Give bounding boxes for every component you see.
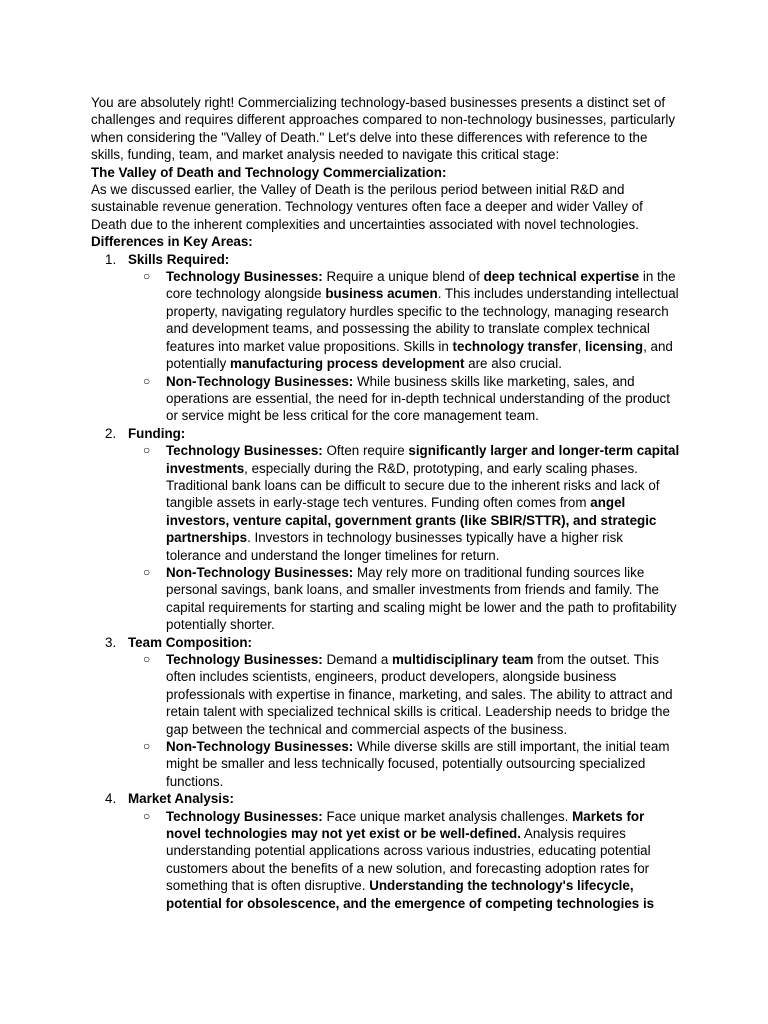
bullet-item	[128, 268, 681, 372]
list-number: 1.	[105, 251, 117, 267]
bold-text: Technology Businesses:	[166, 443, 323, 459]
section-heading: Differences in Key Areas:	[91, 234, 253, 250]
text-run: from the outset. This often includes scientists, engineers, product developers, alongside business professionals with expertise in finance, marketing, and sales. The ability to attract and retain talent with specialized technical skills is critical. Leadership needs to bridge the gap between the technical and commercial aspects of the business.	[166, 652, 673, 737]
hollow-bullet-icon: ○	[143, 739, 151, 754]
hollow-bullet-icon: ○	[143, 808, 151, 823]
text-run: Demand a	[322, 652, 392, 667]
body-paragraph: As we discussed earlier, the Valley of Death is the perilous period between initial R&D and sustainable revenue generation. Technology ventures often face a deeper and wider Valley of Death due to the inherent complexities and uncertainties associated with novel technologies.	[91, 182, 643, 232]
hollow-bullet-icon: ○	[143, 269, 151, 284]
bold-text: licensing	[585, 338, 644, 354]
list-number: 3.	[105, 634, 117, 650]
text-run: ,	[577, 338, 586, 354]
list-item	[91, 634, 681, 791]
hollow-bullet-icon: ○	[143, 652, 151, 666]
bold-text: Technology Businesses:	[166, 652, 323, 667]
bold-text: deep technical expertise	[483, 269, 640, 285]
text-run: While diverse skills are still important, the initial team might be smaller and less technically focused, potentially outsourcing specialized functions.	[166, 739, 670, 789]
text-run: are also crucial.	[464, 356, 562, 372]
bold-text: significantly larger and longer-term capital investments	[166, 443, 680, 476]
text-run: Require a unique blend of	[322, 269, 484, 285]
hollow-bullet-icon: ○	[143, 373, 151, 388]
text-run: Face unique market analysis challenges.	[322, 808, 573, 824]
document-body	[91, 94, 681, 912]
bold-text: multidisciplinary team	[392, 652, 534, 667]
bold-text: Understanding the technology's lifecycle, potential for obsolescence, and the emergence of competing technologies is	[166, 878, 655, 911]
hollow-bullet-icon: ○	[143, 443, 151, 458]
bold-text: Non-Technology Businesses:	[166, 373, 354, 389]
bullet-list	[128, 442, 681, 633]
text-run: While business skills like marketing, sales, and operations are essential, the need for in-depth technical understanding of the product or service might be less critical for the core management team.	[166, 373, 670, 424]
bold-text: manufacturing process development	[230, 356, 465, 372]
bullet-list	[128, 808, 681, 912]
bold-text: Markets for novel technologies may not yet exist or be well-defined.	[166, 808, 645, 842]
bullet-item	[128, 738, 681, 790]
bold-text: Non-Technology Businesses:	[166, 564, 354, 580]
list-item	[91, 251, 681, 425]
text-run: Often require	[322, 443, 409, 459]
bullet-list	[128, 651, 681, 790]
list-item-title: Market Analysis:	[128, 791, 234, 807]
bold-text: Technology Businesses:	[166, 808, 323, 824]
list-number: 4.	[105, 791, 117, 807]
bold-text: angel investors, venture capital, government grants (like SBIR/STTR), and strategic partnerships	[166, 495, 657, 546]
bold-text: Non-Technology Businesses:	[166, 739, 354, 755]
list-item-title: Skills Required:	[128, 251, 230, 267]
numbered-list	[91, 251, 681, 912]
text-run: . This includes understanding intellectual property, navigating regulatory hurdles specific to the technology, managing research and development teams, and possessing the ability to translate complex technical features into market value propositions. Skills in	[166, 286, 679, 354]
bullet-item	[128, 651, 681, 738]
bullet-item	[128, 442, 681, 564]
bullet-item	[128, 808, 681, 912]
text-run: , and potentially	[166, 338, 673, 372]
list-item	[91, 425, 681, 634]
hollow-bullet-icon: ○	[143, 564, 151, 579]
list-item-title: Team Composition:	[128, 634, 252, 650]
bullet-item	[128, 564, 681, 634]
section-heading: The Valley of Death and Technology Commercialization:	[91, 164, 447, 180]
text-run: Analysis requires understanding potential applications across various industries, educating potential customers about the benefits of a new solution, and forecasting adoption rates for something that is often disruptive.	[166, 826, 651, 894]
text-run: in the core technology alongside	[166, 269, 676, 302]
intro-paragraph: You are absolutely right! Commercializing technology-based businesses presents a distinct set of challenges and requires different approaches compared to non-technology businesses, particularly when considering the "Valley of Death." Let's delve into these differences with reference to the skills, funding, team, and market analysis needed to navigate this critical stage:	[91, 95, 676, 163]
text-run: . Investors in technology businesses typically have a higher risk tolerance and understand the longer timelines for return.	[166, 530, 623, 563]
bold-text: Technology Businesses:	[166, 269, 323, 285]
text-run: , especially during the R&D, prototyping, and early scaling phases. Traditional bank loans can be difficult to secure due to the inherent risks and lack of tangible assets in early-stage tech ventures. Funding often comes from	[166, 460, 660, 511]
bold-text: business acumen	[325, 286, 438, 302]
text-run: May rely more on traditional funding sources like personal savings, bank loans, and smaller investments from friends and family. The capital requirements for starting and scaling might be lower and the path to profitability potentially shorter.	[166, 564, 677, 633]
bold-text: technology transfer	[452, 338, 578, 354]
list-number: 2.	[105, 425, 117, 441]
bullet-item	[128, 373, 681, 425]
bullet-list	[128, 268, 681, 425]
list-item-title: Funding:	[128, 425, 186, 441]
list-item	[91, 790, 681, 912]
